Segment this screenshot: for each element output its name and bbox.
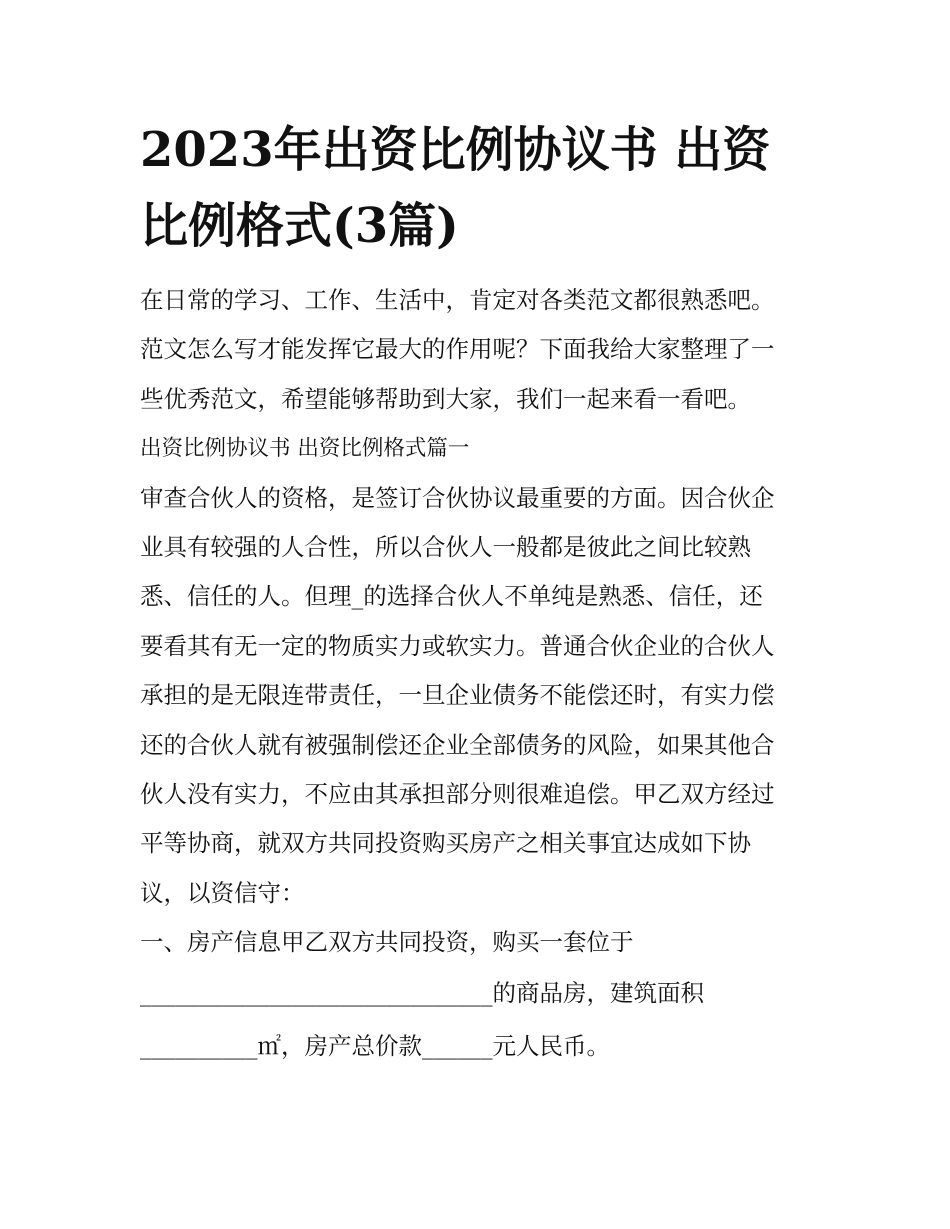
paragraph-line-6: 还的合伙人就有被强制偿还企业全部债务的风险，如果其他合 (140, 730, 775, 759)
intro-line-1: 在日常的学习、工作、生活中，肯定对各类范文都很熟悉吧。 (140, 286, 775, 314)
clause-line-2: ______________________________的商品房，建筑面积 (140, 979, 704, 1008)
paragraph-line-7: 伙人没有实力，不应由其承担部分则很难追偿。甲乙双方经过 (140, 779, 775, 808)
title-line-1: 2023年出资比例协议书 出资 (140, 122, 771, 178)
paragraph-line-8: 平等协商，就双方共同投资购买房产之相关事宜达成如下协 (140, 829, 751, 858)
paragraph-line-5: 承担的是无限连带责任，一旦企业债务不能偿还时，有实力偿 (140, 681, 775, 710)
paragraph-line-4: 要看其有无一定的物质实力或软实力。普通合伙企业的合伙人 (140, 631, 775, 660)
clause-line-3: __________㎡，房产总价款______元人民币。 (140, 1031, 610, 1060)
section-heading: 出资比例协议书 出资比例格式篇一 (140, 436, 470, 462)
document-body (140, 276, 830, 1072)
intro-line-2: 范文怎么写才能发挥它最大的作用呢？下面我给大家整理了一 (140, 335, 775, 364)
title-line-2: 比例格式(3篇) (140, 198, 459, 254)
paragraph-line-1: 审查合伙人的资格，是签订合伙协议最重要的方面。因合伙企 (140, 483, 775, 512)
paragraph-line-2: 业具有较强的人合性，所以合伙人一般都是彼此之间比较熟 (140, 532, 751, 561)
paragraph-line-3: 悉、信任的人。但理_的选择合伙人不单纯是熟悉、信任，还 (140, 582, 763, 611)
document-title (140, 112, 820, 264)
paragraph-line-9: 议，以资信守： (140, 878, 305, 907)
clause-line-1: 一、房产信息甲乙双方共同投资，购买一套位于 (140, 928, 634, 957)
intro-line-3: 些优秀范文，希望能够帮助到大家，我们一起来看一看吧。 (140, 384, 751, 413)
